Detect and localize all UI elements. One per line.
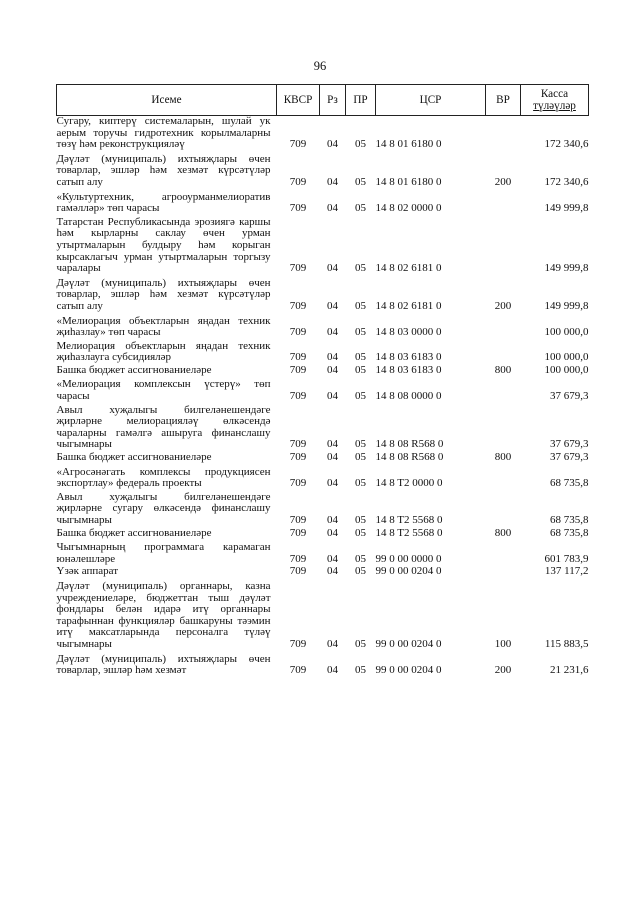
row-amount: 68 735,8 <box>550 526 589 539</box>
row-name: Башка бюджет ассигнованиеләре <box>56 363 212 376</box>
row-pr: 05 <box>355 363 366 376</box>
row-amount: 137 117,2 <box>544 565 589 578</box>
row-rz: 04 <box>327 637 338 650</box>
row-name: Чыгымнарның программага карамаган юнәлешләре <box>56 541 271 565</box>
row-amount: 100 000,0 <box>544 351 589 364</box>
row-kvsr: 709 <box>289 514 307 526</box>
row-amount: 100 000,0 <box>544 326 589 339</box>
row-vr <box>486 464 521 490</box>
row-rz: 04 <box>327 351 338 364</box>
row-vr <box>486 339 521 364</box>
row-name: Авыл хуҗалыгы билгеләнешендәге җирләрне мелиорацияләү өлкәсендә чараларны гамәлгә ашыруга финанслашу чыгымнары <box>56 403 271 451</box>
row-amount: 37 679,3 <box>550 390 589 403</box>
row-csr: 14 8 03 6183 0 <box>375 351 442 364</box>
row-kvsr: 709 <box>289 262 307 275</box>
row-rz: 04 <box>327 390 338 403</box>
column-header-amount-line2: түләүләр <box>533 100 576 112</box>
row-pr: 05 <box>355 664 366 677</box>
row-name: Дәүләт (муниципаль) ихтыяҗлары өчен товарлар, эшләр һәм хезмәт <box>56 652 271 677</box>
row-amount: 37 679,3 <box>550 438 589 451</box>
row-pr: 05 <box>355 202 366 215</box>
table-row <box>57 151 589 189</box>
row-vr: 800 <box>494 363 512 376</box>
row-kvsr: 709 <box>289 477 307 490</box>
row-amount: 149 999,8 <box>544 299 589 312</box>
row-csr: 14 8 01 6180 0 <box>375 138 442 151</box>
table-row <box>57 313 589 339</box>
row-name: «Мелиорация комплексын үстерү» төп чарасы <box>56 378 271 403</box>
row-kvsr: 709 <box>289 299 307 312</box>
budget-table <box>56 84 589 677</box>
row-kvsr: 709 <box>289 351 307 364</box>
row-csr: 14 8 02 0000 0 <box>375 202 442 215</box>
row-csr: 14 8 01 6180 0 <box>375 175 442 188</box>
row-csr: 14 8 T2 5568 0 <box>375 514 443 526</box>
row-kvsr: 709 <box>289 175 307 188</box>
row-rz: 04 <box>327 438 338 451</box>
row-vr: 200 <box>494 175 512 188</box>
row-rz: 04 <box>327 565 338 578</box>
row-name: «Агросәнәгать комплексы продукциясен экспортлау» федераль проекты <box>56 465 271 490</box>
row-name: Дәүләт (муниципаль) органнары, казна учреждениеләре, бюджеттан тыш дәүләт фондлары белән идарә итү органнары тарафыннан функцияләр башкаруны тәэмин итү максатларында персоналга түләү чыгымнары <box>56 579 271 650</box>
column-header-name: Исеме <box>57 85 277 116</box>
row-kvsr: 709 <box>289 552 307 565</box>
row-vr <box>486 403 521 451</box>
row-csr: 14 8 03 6183 0 <box>375 363 442 376</box>
column-header-rz: Рз <box>320 85 346 116</box>
row-vr: 800 <box>494 526 512 539</box>
row-amount: 149 999,8 <box>544 262 589 275</box>
row-vr: 100 <box>494 637 512 650</box>
row-pr: 05 <box>355 451 366 464</box>
table-row <box>57 403 589 451</box>
table-row <box>57 215 589 275</box>
row-rz: 04 <box>327 451 338 464</box>
table-row <box>57 339 589 364</box>
row-pr: 05 <box>355 514 366 526</box>
row-rz: 04 <box>327 262 338 275</box>
row-pr: 05 <box>355 299 366 312</box>
row-rz: 04 <box>327 552 338 565</box>
row-vr <box>486 189 521 215</box>
row-name: Сугару, киптерү системаларын, шулай ук аерым торучы гидротехник корылмаларны төзү һәм реконструкцияләү <box>56 115 271 151</box>
column-header-pr: ПР <box>346 85 376 116</box>
row-vr: 800 <box>494 451 512 464</box>
row-amount: 21 231,6 <box>550 664 589 677</box>
row-name: Татарстан Республикасында эрозиягә каршы һәм кырларны саклау өчен урман утыртмаларын булдыру һәм корыган кырсаклагыч урман утыртмаларын торгызу чаралары <box>56 215 271 275</box>
column-header-kvsr: КВСР <box>277 85 320 116</box>
table-row <box>57 189 589 215</box>
row-csr: 14 8 T2 0000 0 <box>375 477 443 490</box>
row-vr <box>486 565 521 578</box>
row-amount: 149 999,8 <box>544 202 589 215</box>
row-vr <box>486 376 521 402</box>
row-vr <box>486 490 521 527</box>
row-csr: 14 8 T2 5568 0 <box>375 526 443 539</box>
row-csr: 14 8 08 R568 0 <box>375 438 444 451</box>
row-kvsr: 709 <box>289 390 307 403</box>
row-pr: 05 <box>355 262 366 275</box>
table-row <box>57 451 589 464</box>
table-row <box>57 490 589 527</box>
row-amount: 100 000,0 <box>544 363 589 376</box>
row-vr: 200 <box>494 664 512 677</box>
row-pr: 05 <box>355 477 366 490</box>
row-rz: 04 <box>327 175 338 188</box>
row-name: Мелиорация объектларын яңадан техник җиһазлауга субсидияләр <box>56 339 271 364</box>
row-kvsr: 709 <box>289 202 307 215</box>
row-csr: 99 0 00 0204 0 <box>375 664 442 677</box>
row-pr: 05 <box>355 565 366 578</box>
row-kvsr: 709 <box>289 138 307 151</box>
row-vr <box>486 215 521 275</box>
row-rz: 04 <box>327 664 338 677</box>
table-row <box>57 364 589 377</box>
row-amount: 68 735,8 <box>550 477 589 490</box>
row-amount: 172 340,6 <box>544 138 589 151</box>
row-kvsr: 709 <box>289 451 307 464</box>
row-kvsr: 709 <box>289 565 307 578</box>
page-number: 96 <box>313 59 327 73</box>
row-kvsr: 709 <box>289 637 307 650</box>
row-pr: 05 <box>355 175 366 188</box>
row-name: Үзәк аппарат <box>56 565 119 578</box>
row-rz: 04 <box>327 138 338 151</box>
column-header-csr: ЦСР <box>376 85 486 116</box>
row-csr: 14 8 08 0000 0 <box>375 390 442 403</box>
table-row <box>57 527 589 540</box>
column-header-vr: ВР <box>486 85 521 116</box>
row-pr: 05 <box>355 526 366 539</box>
row-pr: 05 <box>355 138 366 151</box>
row-name: «Культуртехник, агрооурманмелиоратив гамәлләр» төп чарасы <box>56 190 271 215</box>
row-amount: 601 783,9 <box>544 552 589 565</box>
row-name: Башка бюджет ассигнованиеләре <box>56 451 212 464</box>
row-name: Башка бюджет ассигнованиеләре <box>56 526 212 539</box>
row-name: Авыл хуҗалыгы билгеләнешендәге җирләрне сугару өлкәсендә финанслашу чыгымнары <box>56 490 271 526</box>
row-vr: 200 <box>494 299 512 312</box>
row-kvsr: 709 <box>289 438 307 451</box>
row-csr: 99 0 00 0204 0 <box>375 637 442 650</box>
row-csr: 99 0 00 0204 0 <box>375 565 442 578</box>
row-rz: 04 <box>327 326 338 339</box>
table-row <box>57 539 589 565</box>
row-amount: 37 679,3 <box>550 451 589 464</box>
row-pr: 05 <box>355 637 366 650</box>
row-pr: 05 <box>355 438 366 451</box>
row-kvsr: 709 <box>289 363 307 376</box>
row-rz: 04 <box>327 363 338 376</box>
row-amount: 172 340,6 <box>544 175 589 188</box>
row-kvsr: 709 <box>289 326 307 339</box>
row-pr: 05 <box>355 390 366 403</box>
row-name: «Мелиорация объектларын яңадан техник җиһазлау» төп чарасы <box>56 314 271 339</box>
row-rz: 04 <box>327 299 338 312</box>
row-csr: 14 8 08 R568 0 <box>375 451 444 464</box>
table-row <box>57 464 589 490</box>
row-name: Дәүләт (муниципаль) ихтыяҗлары өчен товарлар, эшләр һәм хезмәт күрсәтүләр сатып алу <box>56 276 271 312</box>
row-vr <box>486 116 521 151</box>
row-csr: 14 8 02 6181 0 <box>375 299 442 312</box>
row-csr: 99 0 00 0000 0 <box>375 552 442 565</box>
row-vr <box>486 313 521 339</box>
row-rz: 04 <box>327 477 338 490</box>
row-rz: 04 <box>327 514 338 526</box>
table-row <box>57 578 589 651</box>
table-row <box>57 275 589 313</box>
table-row <box>57 565 589 578</box>
table-header-row <box>57 85 589 116</box>
row-amount: 115 883,5 <box>544 637 589 650</box>
row-vr <box>486 539 521 565</box>
row-pr: 05 <box>355 552 366 565</box>
row-pr: 05 <box>355 326 366 339</box>
row-csr: 14 8 02 6181 0 <box>375 262 442 275</box>
table-row <box>57 651 589 677</box>
row-kvsr: 709 <box>289 526 307 539</box>
row-rz: 04 <box>327 526 338 539</box>
row-name: Дәүләт (муниципаль) ихтыяҗлары өчен товарлар, эшләр һәм хезмәт күрсәтүләр сатып алу <box>56 152 271 188</box>
table-row <box>57 116 589 151</box>
column-header-amount <box>521 85 589 116</box>
row-pr: 05 <box>355 351 366 364</box>
row-amount: 68 735,8 <box>550 514 589 526</box>
row-csr: 14 8 03 0000 0 <box>375 326 442 339</box>
table-row <box>57 376 589 402</box>
column-header-amount-line1: Касса <box>540 87 569 100</box>
row-rz: 04 <box>327 202 338 215</box>
row-kvsr: 709 <box>289 664 307 677</box>
